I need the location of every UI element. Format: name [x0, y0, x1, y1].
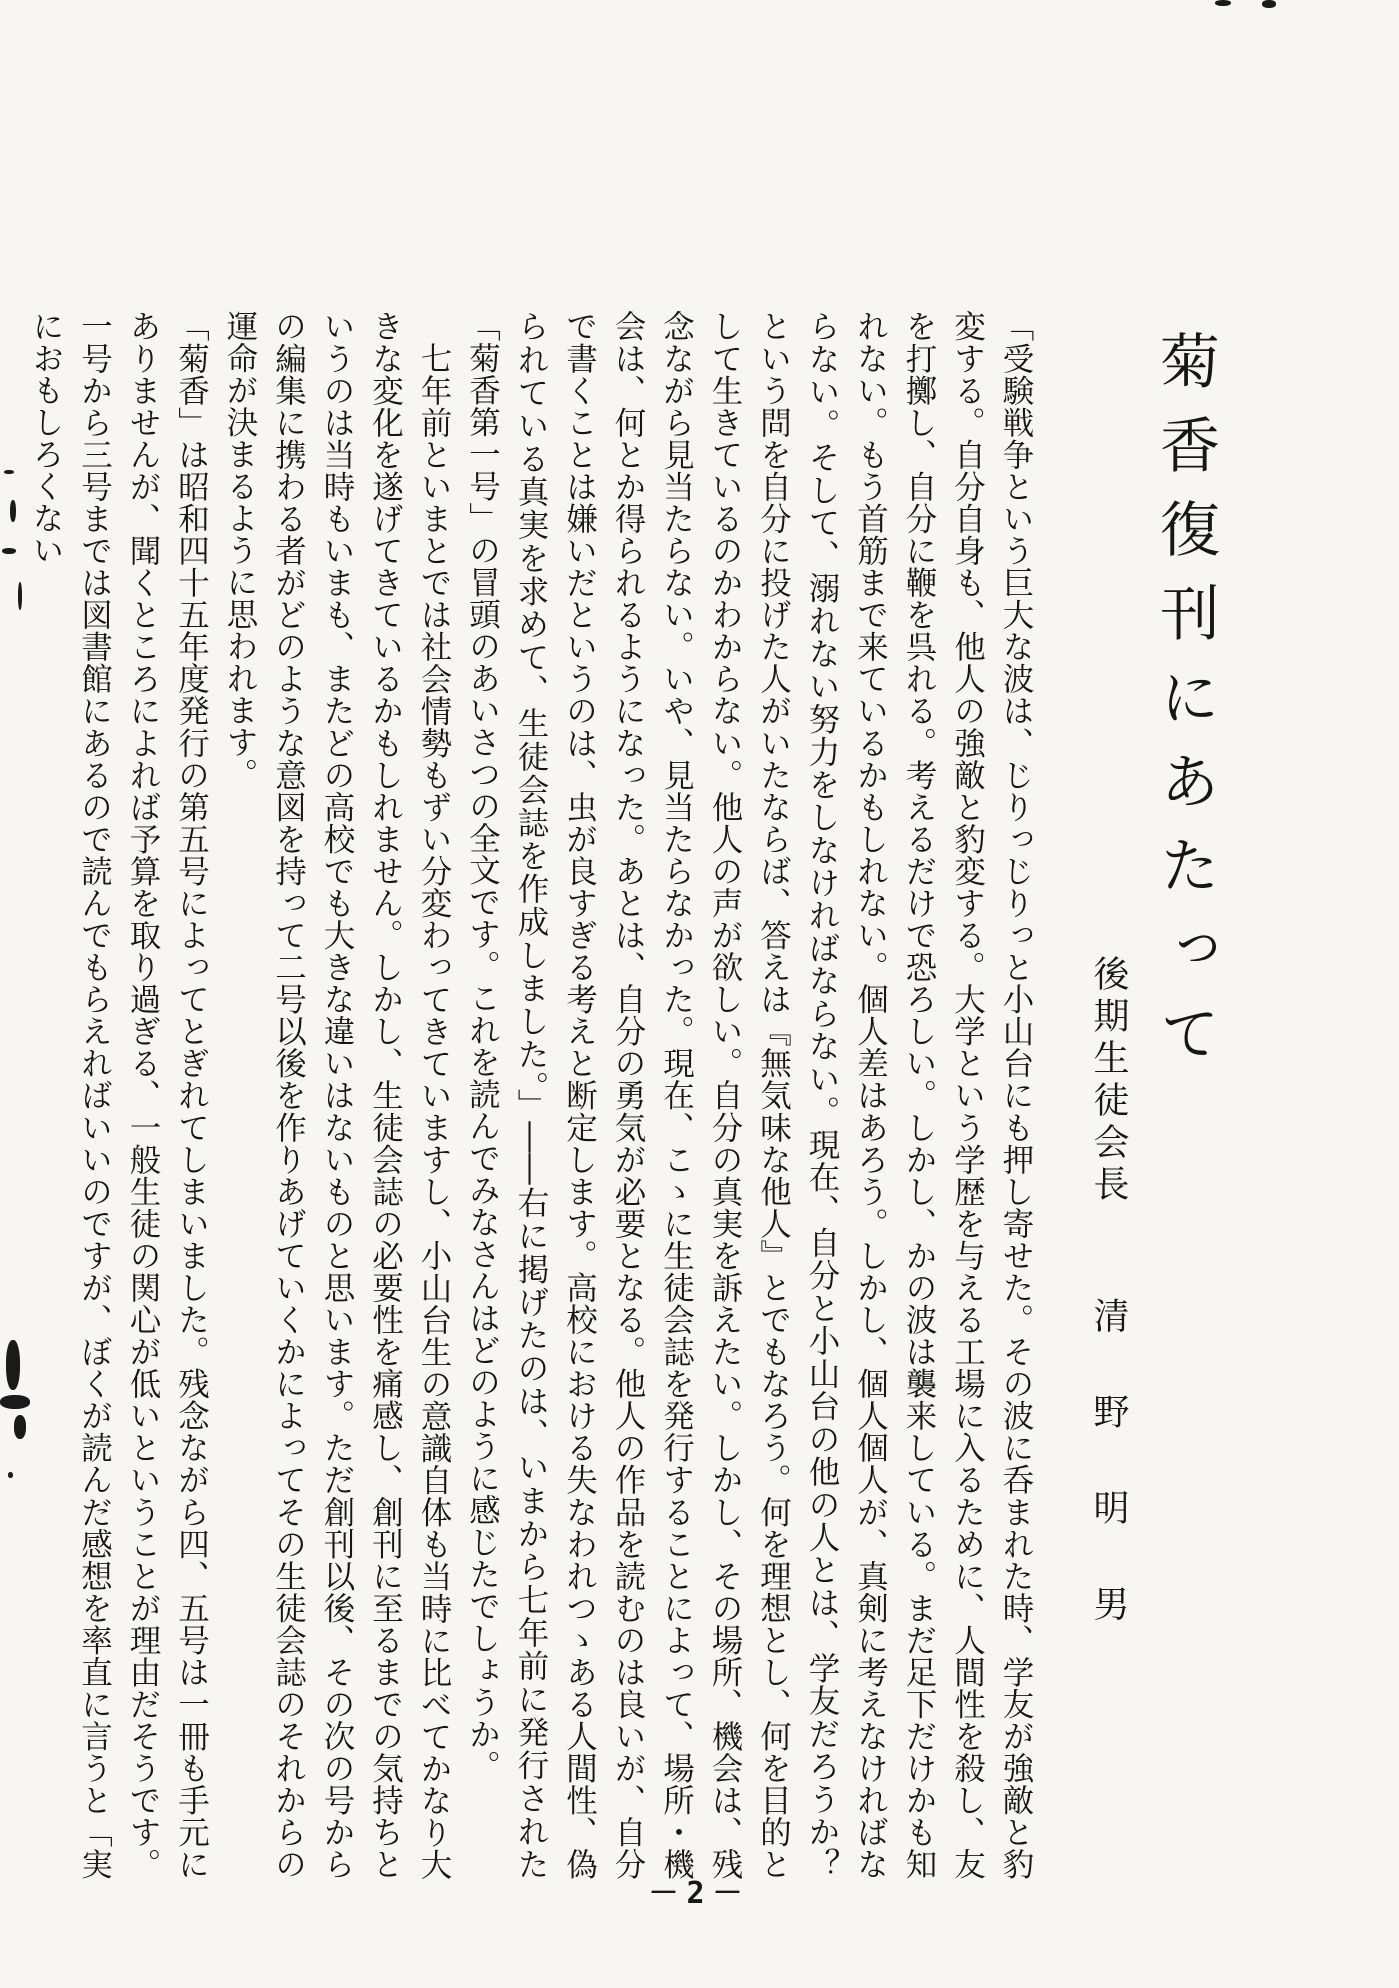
scan-speck [10, 500, 16, 522]
scan-speck [1215, 0, 1231, 6]
scan-speck [4, 470, 14, 474]
author-role: 後期生徒会長 [1088, 955, 1129, 1207]
body-paragraph: 「受験戦争という巨大な波は、じりっじりっと小山台にも押し寄せた。その波に呑まれた時、学友が強敵と豹変する。自分自身も、他人の強敵と豹変する。大学という学歴を与える工場に入るために、人間性を殺し、友を打擲し、自分に鞭を呉れる。考えるだけで恐ろしい。しかし、かの波は襲来している。まだ足下だけかも知れない。もう首筋まで来ているかもしれない。個人差はあろう。しかし、個人個人が、真剣に考えなければならない。そして、溺れない努力をしなければならない。現在、自分と小山台の他の人とは、学友だろうか？ という問を自分に投げた人がいたならば、答えは『無気味な他人』とでもなろう。何を理想とし、何を目的として生きているのかわからない。他人の声が欲しい。自分の真実を訴えたい。しかし、その場所、機会は、残念ながら見当たらない。いや、見当たらなかった。現在、こゝに生徒会誌を発行することによって、場所・機会は、何とか得られるようになった。あとは、自分の勇気が必要となる。他人の作品を読むのは良いが、自分で書くことは嫌いだというのは、虫が良すぎる考えと断定します。高校における失なわれつゝある人間性、偽られている真実を求めて、生徒会誌を作成しました。」――右に掲げたのは、いまから七年前に発行された「菊香第一号」の冒頭のあいさつの全文です。これを読んでみなさんはどのように感じたでしょうか。 [464, 310, 1034, 1912]
scan-speck [8, 1472, 13, 1478]
scan-speck [6, 1340, 20, 1390]
author-byline [1088, 955, 1129, 1681]
scan-speck [2, 548, 16, 554]
author-name: 清野明男 [1088, 1297, 1129, 1681]
scan-speck [1262, 0, 1276, 8]
article-title: 菊香復刊にあたって [1150, 330, 1220, 1086]
page-number: －2－ [648, 1876, 751, 1911]
article-body [28, 310, 1040, 1912]
body-paragraph: 七年前といまとでは社会情勢もずい分変わってきていますし、小山台生の意識自体も当時に比べてかなり大きな変化を遂げてきているかもしれません。しかし、生徒会誌の必要性を痛感し、創刊に至るまでの気持ちというのは当時もいまも、またどの高校でも大きな違いはないものと思います。ただ創刊以後、その次の号からの編集に携わる者がどのような意図を持って二号以後を作りあげていくかによってその生徒会誌のそれからの運命が決まるように思われます。 [222, 310, 452, 1881]
body-paragraph: 「菊香」は昭和四十五年度発行の第五号によってとぎれてしまいました。残念ながら四、五号は一冊も手元にありませんが、聞くところによれば予算を取り過ぎる、一般生徒の関心が低いということが理由だそうです。一号から三号までは図書館にあるので読んでもらえればいいのですが、ぼくが読んだ感想を率直に言うと「実におもしろくない [28, 310, 210, 1880]
